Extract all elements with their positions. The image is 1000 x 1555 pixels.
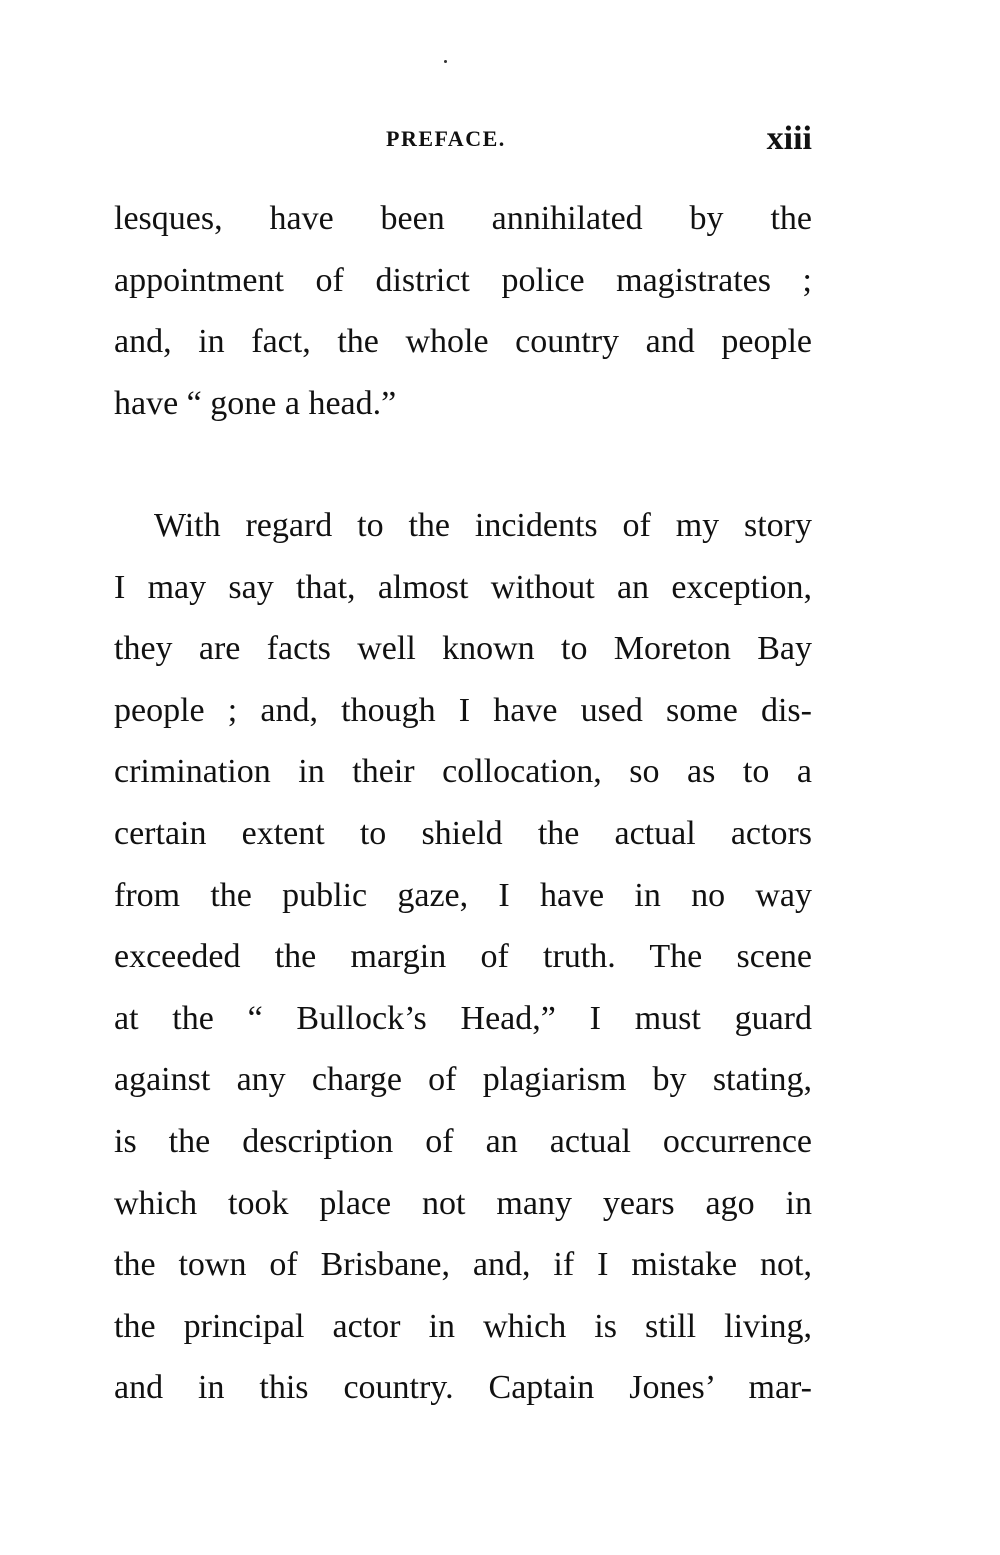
- text-line: exceeded the margin of truth. The scene: [114, 938, 812, 976]
- text-line: they are facts well known to Moreton Bay: [114, 630, 812, 668]
- text-line: and in this country. Captain Jones’ mar-: [114, 1369, 812, 1407]
- text-line: have “ gone a head.”: [114, 384, 397, 422]
- text-line: people ; and, though I have used some dis-: [114, 691, 812, 729]
- text-line: from the public gaze, I have in no way: [114, 876, 812, 914]
- text-line: which took place not many years ago in: [114, 1184, 812, 1222]
- paragraph-2: [114, 495, 812, 1419]
- page-number: xiii: [766, 120, 812, 157]
- text-line: certain extent to shield the actual actors: [114, 814, 812, 852]
- text-line: the principal actor in which is still living,: [114, 1307, 812, 1345]
- text-line: lesques, have been annihilated by the: [114, 200, 812, 237]
- running-head: [114, 120, 812, 160]
- text-line: I may say that, almost without an exception,: [114, 568, 812, 606]
- text-line: and, in fact, the whole country and people: [114, 323, 812, 361]
- text-line: appointment of district police magistrates ;: [114, 261, 812, 299]
- text-line: With regard to the incidents of my story: [154, 507, 812, 544]
- text-line: at the “ Bullock’s Head,” I must guard: [114, 999, 812, 1037]
- text-line: against any charge of plagiarism by stating,: [114, 1061, 812, 1099]
- text-line: the town of Brisbane, and, if I mistake not,: [114, 1246, 812, 1284]
- print-speck: [444, 60, 447, 63]
- paragraph-1: [114, 188, 812, 434]
- text-line: crimination in their collocation, so as to a: [114, 753, 812, 791]
- text-line: is the description of an actual occurrence: [114, 1122, 812, 1160]
- running-head-title: PREFACE.: [386, 126, 506, 151]
